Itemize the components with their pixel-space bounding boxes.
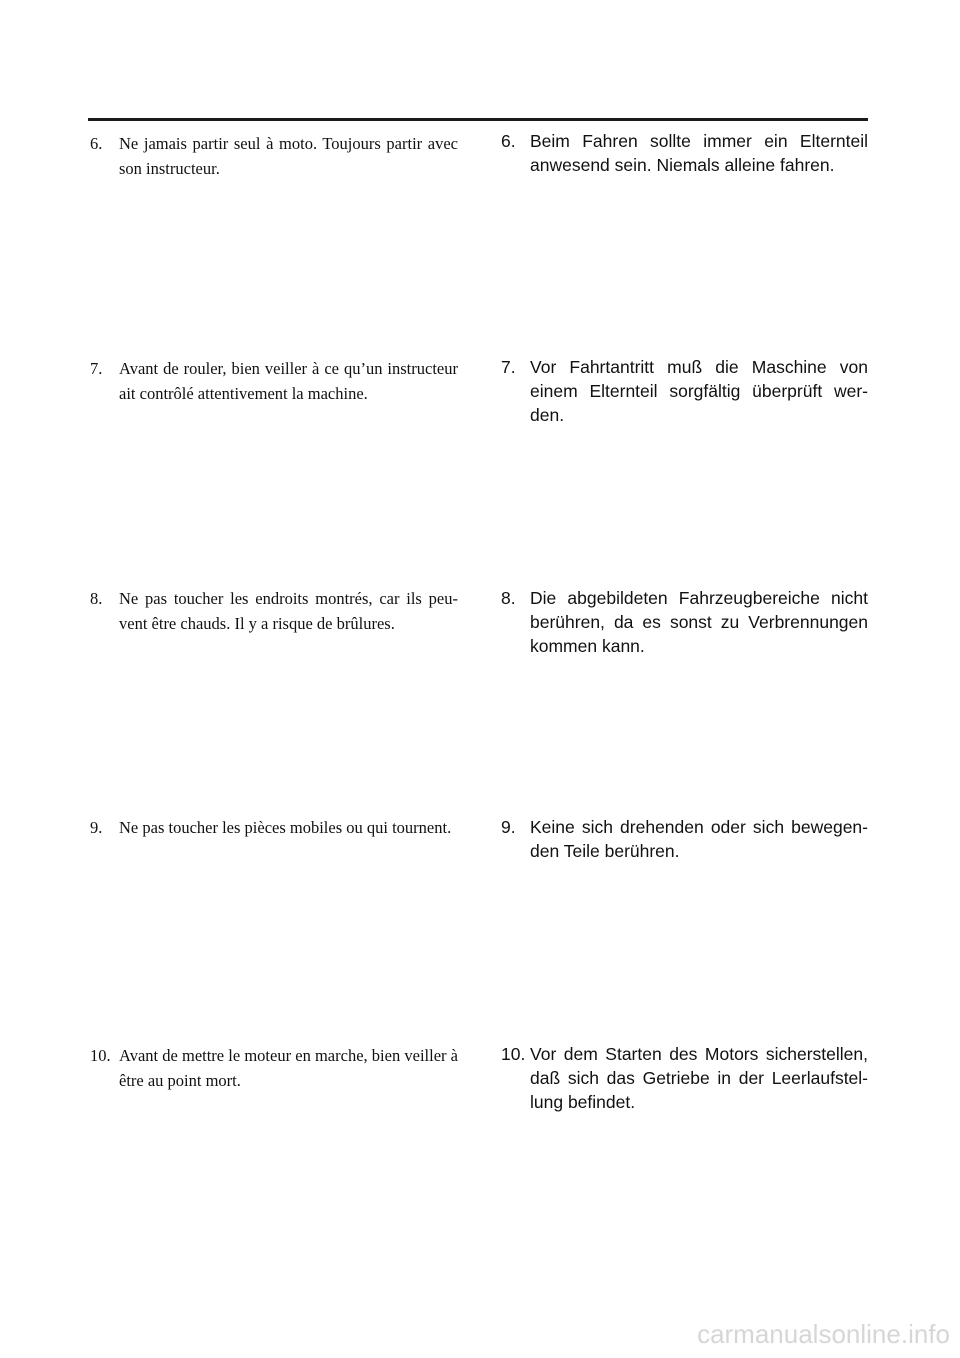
fr-item-9 <box>90 815 458 840</box>
watermark-text: carmanualsonline.info <box>697 1319 950 1349</box>
de-item-number: 6. <box>501 131 516 151</box>
fr-item-7 <box>90 356 458 406</box>
de-item-8 <box>501 586 868 658</box>
de-item-number: 10. <box>501 1044 526 1064</box>
de-item-number: 8. <box>501 588 516 608</box>
fr-item-number: 10. <box>90 1046 111 1065</box>
fr-item-text: Avant de mettre le moteur en marche, bien veiller à être au point mort. <box>119 1046 458 1090</box>
fr-item-number: 9. <box>90 818 103 837</box>
de-item-text: Die abgebildeten Fahrzeugbereiche nicht berühren, da es sonst zu Verbrennungen kommen kann. <box>530 588 868 656</box>
header-rule <box>88 118 868 121</box>
fr-item-number: 7. <box>90 359 103 378</box>
fr-item-number: 6. <box>90 134 103 153</box>
fr-item-text: Avant de rouler, bien veiller à ce qu’un instructeur ait contrôlé attentivement la machine. <box>119 359 458 403</box>
fr-item-text: Ne jamais partir seul à moto. Toujours partir avec son instructeur. <box>119 134 458 178</box>
fr-item-6 <box>90 131 458 181</box>
de-item-6 <box>501 129 868 177</box>
de-item-text: Keine sich drehenden oder sich bewegenden Teile berühren. <box>530 817 868 861</box>
de-item-text: Vor dem Starten des Motors sicherstellen, daß sich das Getriebe in der Leerlaufstellung befindet. <box>530 1044 868 1112</box>
fr-item-number: 8. <box>90 589 103 608</box>
de-item-number: 7. <box>501 357 516 377</box>
de-item-text: Vor Fahrtantritt muß die Maschine von einem Elternteil sorgfältig überprüft werden. <box>530 357 868 425</box>
de-item-10 <box>501 1042 868 1114</box>
fr-item-10 <box>90 1043 458 1093</box>
de-item-7 <box>501 355 868 427</box>
de-item-9 <box>501 815 868 863</box>
fr-item-text: Ne pas toucher les endroits montrés, car ils peuvent être chauds. Il y a risque de brûlures. <box>119 589 458 633</box>
fr-item-8 <box>90 586 458 636</box>
de-item-number: 9. <box>501 817 516 837</box>
fr-item-text: Ne pas toucher les pièces mobiles ou qui tournent. <box>119 818 452 837</box>
de-item-text: Beim Fahren sollte immer ein Elternteil anwesend sein. Niemals alleine fahren. <box>530 131 868 175</box>
